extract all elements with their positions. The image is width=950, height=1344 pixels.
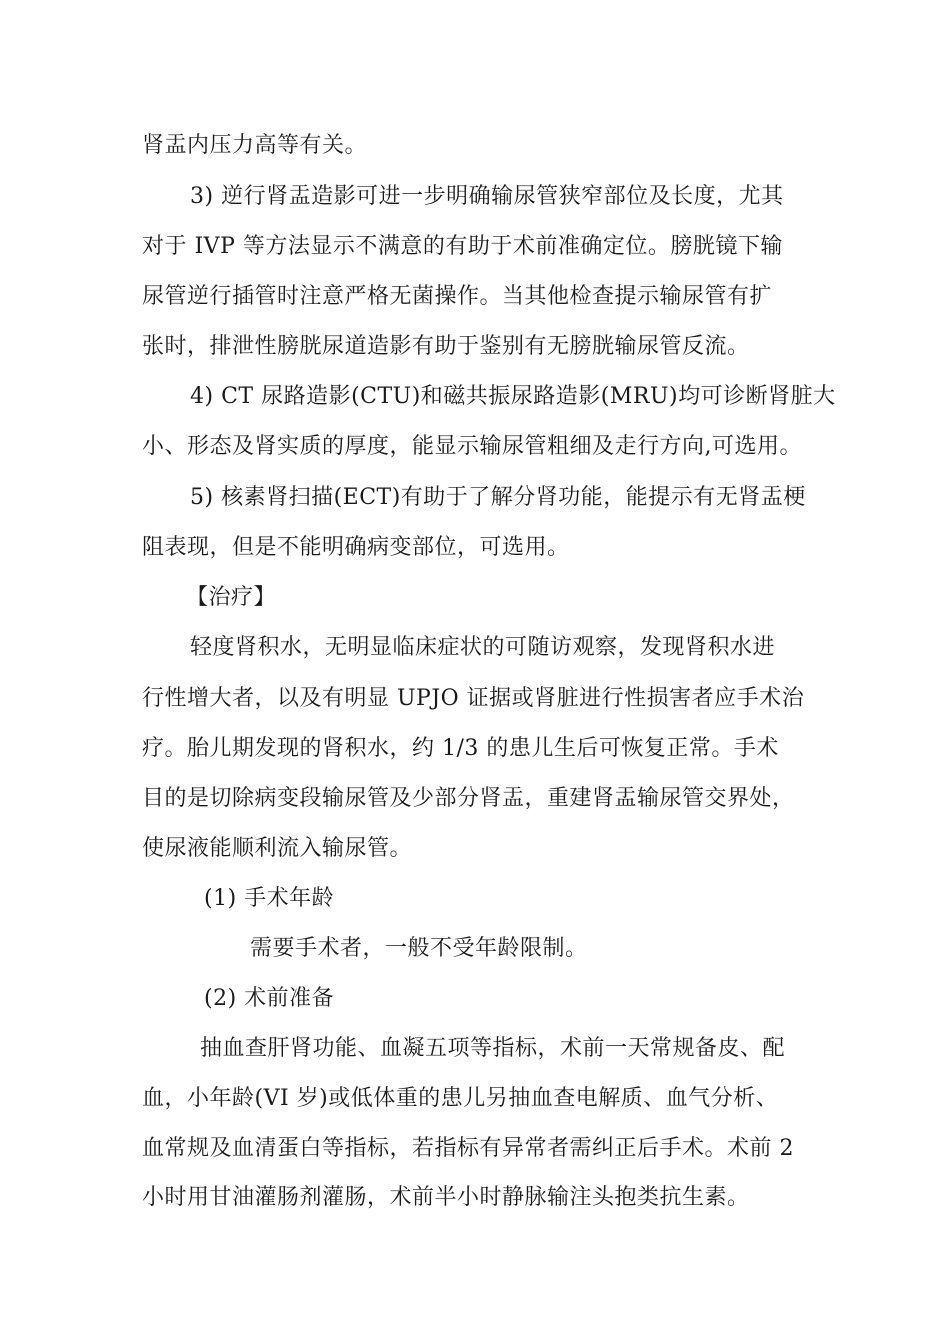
preop-paragraph-line-1: 抽血查肝肾功能、血凝五项等指标，术前一天常规备皮、配 — [200, 1036, 786, 1061]
list-item-3-line-3: 尿管逆行插管时注意严格无菌操作。当其他检查提示输尿管有扩 — [142, 284, 773, 309]
section-heading-treatment: 【治疗】 — [186, 585, 277, 610]
list-item-5-line-2: 阻表现，但是不能明确病变部位，可选用。 — [142, 535, 570, 560]
list-item-3-line-4: 张时，排泄性膀胱尿道造影有助于鉴别有无膀胱输尿管反流。 — [142, 334, 750, 359]
subheading-surgery-age: (1) 手术年龄 — [204, 886, 335, 911]
list-item-4-line-1: 4) CT 尿路造影(CTU)和磁共振尿路造影(MRU)均可诊断肾脏大 — [190, 384, 836, 409]
list-item-3-line-2: 对于 IVP 等方法显示不满意的有助于术前准确定位。膀胱镜下输 — [142, 234, 783, 259]
preop-paragraph-line-2: 血，小年龄(VI 岁)或低体重的患儿另抽血查电解质、血气分析、 — [142, 1086, 779, 1111]
treatment-paragraph-line-1: 轻度肾积水，无明显临床症状的可随访观察，发现肾积水进 — [190, 635, 776, 660]
treatment-paragraph-line-4: 目的是切除病变段输尿管及少部分肾盂，重建肾盂输尿管交界处， — [142, 786, 795, 811]
preop-paragraph-line-4: 小时用甘油灌肠剂灌肠，术前半小时静脉输注头抱类抗生素。 — [142, 1185, 750, 1210]
list-item-4-line-2: 小、形态及肾实质的厚度，能显示输尿管粗细及走行方向,可选用。 — [142, 434, 802, 459]
preop-paragraph-line-3: 血常规及血清蛋白等指标，若指标有异常者需纠正后手术。术前 2 — [142, 1136, 794, 1161]
treatment-paragraph-line-2: 行性增大者，以及有明显 UPJO 证据或肾脏进行性损害者应手术治 — [142, 686, 805, 711]
paragraph-line-1: 肾盂内压力高等有关。 — [142, 133, 368, 158]
list-item-3-line-1: 3) 逆行肾盂造影可进一步明确输尿管狭窄部位及长度，尤其 — [190, 184, 784, 209]
list-item-5-line-1: 5) 核素肾扫描(ECT)有助于了解分肾功能，能提示有无肾盂梗 — [190, 485, 806, 510]
treatment-paragraph-line-3: 疗。胎儿期发现的肾积水，约 1/3 的患儿生后可恢复正常。手术 — [142, 736, 779, 761]
treatment-paragraph-line-5: 使尿液能顺利流入输尿管。 — [142, 836, 413, 861]
surgery-age-text: 需要手术者，一般不受年龄限制。 — [250, 936, 588, 961]
subheading-preop-prep: (2) 术前准备 — [204, 986, 335, 1011]
